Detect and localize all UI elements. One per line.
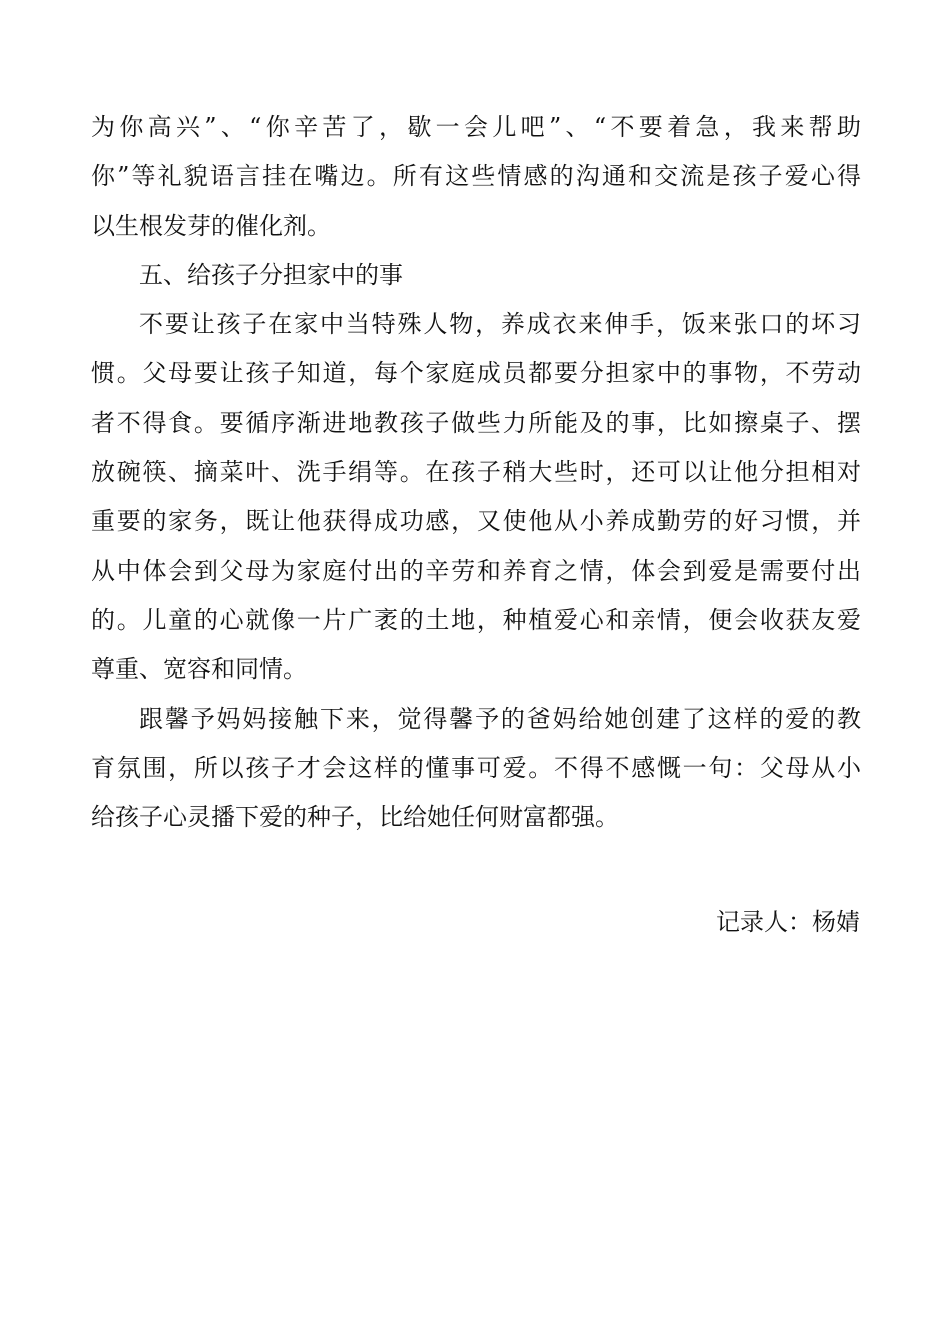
text-line: 给孩子心灵播下爱的种子，比给她任何财富都强。 <box>91 803 619 832</box>
text-line: 从中体会到父母为家庭付出的辛劳和养育之情，体会到爱是需要付出 <box>91 556 861 585</box>
text-line: 放碗筷、摘菜叶、洗手绢等。在孩子稍大些时，还可以让他分担相对 <box>91 458 861 487</box>
text-line: 重要的家务，既让他获得成功感，又使他从小养成勤劳的好习惯，并 <box>91 507 861 536</box>
paragraph-conclusion <box>91 695 861 843</box>
text-line: 育氛围，所以孩子才会这样的懂事可爱。不得不感慨一句：父母从小 <box>91 753 861 782</box>
text-line: 尊重、宽容和同情。 <box>91 655 307 684</box>
text-line: 跟馨予妈妈接触下来，觉得馨予的爸妈给她创建了这样的爱的教 <box>139 704 861 733</box>
paragraph-chores <box>91 300 861 694</box>
text-line: 惯。父母要让孩子知道，每个家庭成员都要分担家中的事物，不劳动 <box>91 359 861 388</box>
text-line: 为你高兴”、“你辛苦了，歇一会儿吧”、“不要着急，我来帮助 <box>91 113 861 141</box>
text-line: 你”等礼貌语言挂在嘴边。所有这些情感的沟通和交流是孩子爱心得 <box>91 162 861 191</box>
text-line: 的。儿童的心就像一片广袤的土地，种植爱心和亲情，便会收获友爱 <box>91 605 861 634</box>
document-body <box>91 103 861 842</box>
section-heading <box>91 251 861 300</box>
paragraph-continuation <box>91 103 861 251</box>
recorder-signature: 记录人：杨婧 <box>716 908 860 936</box>
section-heading-text: 五、给孩子分担家中的事 <box>139 260 403 289</box>
text-line: 不要让孩子在家中当特殊人物，养成衣来伸手，饭来张口的坏习 <box>139 310 861 339</box>
text-line: 者不得食。要循序渐进地教孩子做些力所能及的事，比如擦桌子、摆 <box>91 408 861 437</box>
text-line: 以生根发芽的催化剂。 <box>91 211 331 240</box>
